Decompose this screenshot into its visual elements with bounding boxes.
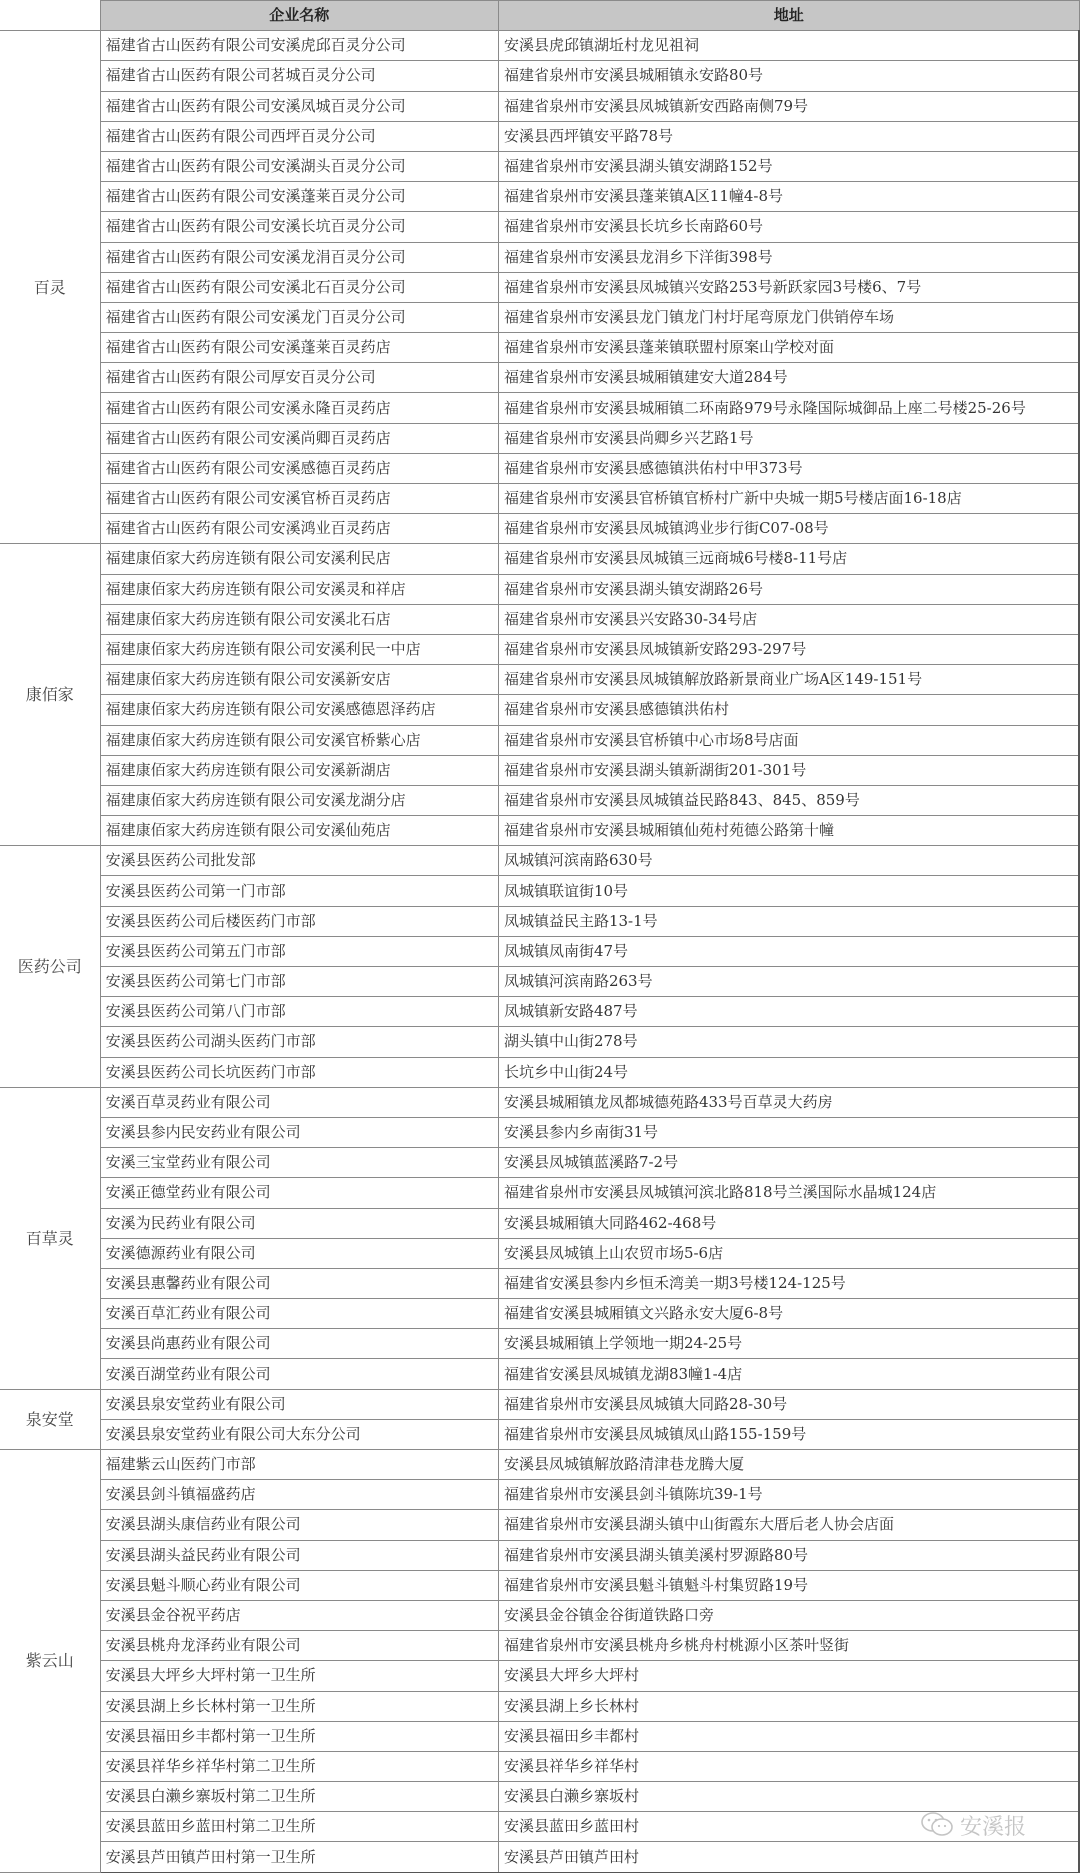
address-cell: 凤城镇河滨南路630号: [498, 846, 1079, 876]
table-row: [0, 604, 1079, 634]
table-row: [0, 1238, 1079, 1268]
table-row: [0, 785, 1079, 815]
address-column-header: 地址: [498, 1, 1079, 31]
table-row: [0, 1661, 1079, 1691]
company-name-cell: 福建紫云山医药门市部: [100, 1450, 498, 1480]
company-name-cell: 福建省古山医药有限公司安溪官桥百灵药店: [100, 484, 498, 514]
company-name-cell: 福建省古山医药有限公司厚安百灵分公司: [100, 363, 498, 393]
company-name-cell: 福建省古山医药有限公司安溪尚卿百灵药店: [100, 423, 498, 453]
company-name-cell: 安溪县白濑乡寨坂村第二卫生所: [100, 1782, 498, 1812]
table-row: [0, 363, 1079, 393]
address-cell: 福建省泉州市安溪县凤城镇鸿业步行街C07-08号: [498, 514, 1079, 544]
address-cell: 福建省泉州市安溪县感德镇洪佑村中甲373号: [498, 453, 1079, 483]
company-name-cell: 福建省古山医药有限公司西坪百灵分公司: [100, 121, 498, 151]
address-cell: 福建省泉州市安溪县凤城镇新安西路南侧79号: [498, 91, 1079, 121]
table-row: [0, 121, 1079, 151]
address-cell: 福建省泉州市安溪县凤城镇益民路843、845、859号: [498, 785, 1079, 815]
table-row: [0, 725, 1079, 755]
watermark-text: 安溪报: [960, 1814, 1027, 1840]
address-cell: 福建省安溪县参内乡恒禾湾美一期3号楼124-125号: [498, 1268, 1079, 1298]
table-row: [0, 1389, 1079, 1419]
table-header-row: [0, 1, 1079, 31]
company-name-cell: 福建康佰家大药房连锁有限公司安溪感德恩泽药店: [100, 695, 498, 725]
address-cell: 安溪县金谷镇金谷街道铁路口旁: [498, 1600, 1079, 1630]
table-row: [0, 1691, 1079, 1721]
table-row: [0, 484, 1079, 514]
group-label: 百草灵: [0, 1087, 100, 1389]
table-row: [0, 665, 1079, 695]
company-name-cell: 安溪县医药公司第七门市部: [100, 967, 498, 997]
company-name-cell: 福建省古山医药有限公司安溪凤城百灵分公司: [100, 91, 498, 121]
table-row: [0, 1540, 1079, 1570]
address-cell: 福建省泉州市安溪县湖头镇新湖街201-301号: [498, 755, 1079, 785]
table-row: [0, 1812, 1079, 1842]
group-label: 百灵: [0, 31, 100, 544]
company-name-cell: 福建康佰家大药房连锁有限公司安溪龙湖分店: [100, 785, 498, 815]
address-cell: 福建省泉州市安溪县城厢镇仙苑村苑德公路第十幢: [498, 816, 1079, 846]
company-name-cell: 安溪县湖头康信药业有限公司: [100, 1510, 498, 1540]
table-row: [0, 544, 1079, 574]
address-cell: 安溪县凤城镇上山农贸市场5-6店: [498, 1238, 1079, 1268]
table-row: [0, 1721, 1079, 1751]
table-row: [0, 906, 1079, 936]
address-cell: 福建省泉州市安溪县湖头镇安湖路26号: [498, 574, 1079, 604]
company-name-cell: 福建省古山医药有限公司安溪永隆百灵药店: [100, 393, 498, 423]
table-row: [0, 1631, 1079, 1661]
company-name-cell: 福建康佰家大药房连锁有限公司安溪官桥紫心店: [100, 725, 498, 755]
address-cell: 福建省泉州市安溪县凤城镇兴安路253号新跃家园3号楼6、7号: [498, 272, 1079, 302]
table-row: [0, 61, 1079, 91]
address-cell: 福建省泉州市安溪县城厢镇二环南路979号永隆国际城御品上座二号楼25-26号: [498, 393, 1079, 423]
address-cell: 安溪县凤城镇蓝溪路7-2号: [498, 1148, 1079, 1178]
address-cell: 安溪县城厢镇大同路462-468号: [498, 1208, 1079, 1238]
company-name-column-header: 企业名称: [100, 1, 498, 31]
company-name-cell: 安溪县医药公司第五门市部: [100, 936, 498, 966]
company-name-cell: 安溪县祥华乡祥华村第二卫生所: [100, 1751, 498, 1781]
table-row: [0, 393, 1079, 423]
company-name-cell: 安溪县参内民安药业有限公司: [100, 1117, 498, 1147]
company-name-cell: 福建省古山医药有限公司安溪蓬莱百灵药店: [100, 333, 498, 363]
table-row: [0, 423, 1079, 453]
table-row: [0, 846, 1079, 876]
company-name-cell: 福建省古山医药有限公司安溪龙门百灵分公司: [100, 302, 498, 332]
table-row: [0, 1148, 1079, 1178]
company-name-cell: 福建康佰家大药房连锁有限公司安溪新湖店: [100, 755, 498, 785]
address-cell: 凤城镇新安路487号: [498, 997, 1079, 1027]
address-cell: 福建省泉州市安溪县凤城镇新安路293-297号: [498, 634, 1079, 664]
table-row: [0, 695, 1079, 725]
company-name-cell: 福建康佰家大药房连锁有限公司安溪灵和祥店: [100, 574, 498, 604]
company-name-cell: 福建省古山医药有限公司安溪虎邱百灵分公司: [100, 31, 498, 61]
table-row: [0, 242, 1079, 272]
company-name-cell: 安溪县湖头益民药业有限公司: [100, 1540, 498, 1570]
company-name-cell: 安溪县蓝田乡蓝田村第二卫生所: [100, 1812, 498, 1842]
table-row: [0, 302, 1079, 332]
company-name-cell: 福建康佰家大药房连锁有限公司安溪新安店: [100, 665, 498, 695]
address-cell: 凤城镇益民主路13-1号: [498, 906, 1079, 936]
table-row: [0, 1419, 1079, 1449]
company-name-cell: 安溪县惠馨药业有限公司: [100, 1268, 498, 1298]
table-row: [0, 1359, 1079, 1389]
table-row: [0, 1027, 1079, 1057]
address-cell: 福建省泉州市安溪县城厢镇永安路80号: [498, 61, 1079, 91]
group-label: 医药公司: [0, 846, 100, 1088]
table-row: [0, 876, 1079, 906]
table-row: [0, 1480, 1079, 1510]
address-cell: 安溪县芦田镇芦田村: [498, 1842, 1079, 1872]
address-cell: 安溪县蓝田乡蓝田村: [498, 1812, 1079, 1842]
address-cell: 福建省泉州市安溪县凤城镇凤山路155-159号: [498, 1419, 1079, 1449]
table-row: [0, 151, 1079, 181]
table-row: [0, 333, 1079, 363]
table-row: [0, 574, 1079, 604]
table-row: [0, 1782, 1079, 1812]
company-name-cell: 安溪县医药公司长坑医药门市部: [100, 1057, 498, 1087]
company-name-cell: 福建康佰家大药房连锁有限公司安溪仙苑店: [100, 816, 498, 846]
company-name-cell: 安溪县尚惠药业有限公司: [100, 1329, 498, 1359]
table-row: [0, 514, 1079, 544]
address-cell: 福建省泉州市安溪县蓬莱镇联盟村原案山学校对面: [498, 333, 1079, 363]
table-row: [0, 1057, 1079, 1087]
table-row: [0, 91, 1079, 121]
company-name-cell: 安溪县魁斗顺心药业有限公司: [100, 1570, 498, 1600]
address-cell: 凤城镇凤南街47号: [498, 936, 1079, 966]
company-name-cell: 福建省古山医药有限公司安溪鸿业百灵药店: [100, 514, 498, 544]
address-cell: 安溪县白濑乡寨坂村: [498, 1782, 1079, 1812]
address-cell: 福建省泉州市安溪县湖头镇安湖路152号: [498, 151, 1079, 181]
company-name-cell: 安溪县医药公司湖头医药门市部: [100, 1027, 498, 1057]
address-cell: 福建省泉州市安溪县魁斗镇魁斗村集贸路19号: [498, 1570, 1079, 1600]
address-cell: 福建省泉州市安溪县凤城镇河滨北路818号兰溪国际水晶城124店: [498, 1178, 1079, 1208]
address-cell: 福建省泉州市安溪县官桥镇中心市场8号店面: [498, 725, 1079, 755]
address-cell: 安溪县城厢镇上学领地一期24-25号: [498, 1329, 1079, 1359]
address-cell: 福建省泉州市安溪县湖头镇美溪村罗源路80号: [498, 1540, 1079, 1570]
table-row: [0, 1208, 1079, 1238]
company-name-cell: 安溪县湖上乡长林村第一卫生所: [100, 1691, 498, 1721]
company-name-cell: 安溪百湖堂药业有限公司: [100, 1359, 498, 1389]
company-name-cell: 福建康佰家大药房连锁有限公司安溪北石店: [100, 604, 498, 634]
company-name-cell: 安溪县泉安堂药业有限公司大东分公司: [100, 1419, 498, 1449]
address-cell: 福建省泉州市安溪县长坑乡长南路60号: [498, 212, 1079, 242]
address-cell: 安溪县福田乡丰都村: [498, 1721, 1079, 1751]
company-name-cell: 福建康佰家大药房连锁有限公司安溪利民一中店: [100, 634, 498, 664]
table-row: [0, 453, 1079, 483]
company-name-cell: 安溪县医药公司批发部: [100, 846, 498, 876]
company-name-cell: 安溪为民药业有限公司: [100, 1208, 498, 1238]
company-name-cell: 安溪县大坪乡大坪村第一卫生所: [100, 1661, 498, 1691]
address-cell: 福建省泉州市安溪县桃舟乡桃舟村桃源小区茶叶竖街: [498, 1631, 1079, 1661]
address-cell: 福建省泉州市安溪县龙涓乡下洋街398号: [498, 242, 1079, 272]
address-cell: 福建省泉州市安溪县感德镇洪佑村: [498, 695, 1079, 725]
address-cell: 安溪县大坪乡大坪村: [498, 1661, 1079, 1691]
table-row: [0, 1268, 1079, 1298]
table-row: [0, 1087, 1079, 1117]
company-name-cell: 安溪县金谷祝平药店: [100, 1600, 498, 1630]
company-name-cell: 安溪县福田乡丰都村第一卫生所: [100, 1721, 498, 1751]
address-cell: 湖头镇中山街278号: [498, 1027, 1079, 1057]
address-cell: 福建省泉州市安溪县城厢镇建安大道284号: [498, 363, 1079, 393]
group-label: 泉安堂: [0, 1389, 100, 1449]
company-name-cell: 福建省古山医药有限公司安溪长坑百灵分公司: [100, 212, 498, 242]
table-row: [0, 936, 1079, 966]
group-column-header: [0, 1, 100, 31]
table-row: [0, 1329, 1079, 1359]
group-label: 康佰家: [0, 544, 100, 846]
company-name-cell: 安溪县泉安堂药业有限公司: [100, 1389, 498, 1419]
company-name-cell: 安溪百草汇药业有限公司: [100, 1299, 498, 1329]
company-name-cell: 安溪百草灵药业有限公司: [100, 1087, 498, 1117]
address-cell: 安溪县城厢镇龙凤都城德苑路433号百草灵大药房: [498, 1087, 1079, 1117]
company-name-cell: 安溪县桃舟龙泽药业有限公司: [100, 1631, 498, 1661]
table-row: [0, 755, 1079, 785]
table-row: [0, 212, 1079, 242]
address-cell: 福建省泉州市安溪县蓬莱镇A区11幢4-8号: [498, 182, 1079, 212]
address-cell: 安溪县虎邱镇湖坵村龙见祖祠: [498, 31, 1079, 61]
table-row: [0, 182, 1079, 212]
company-name-cell: 福建康佰家大药房连锁有限公司安溪利民店: [100, 544, 498, 574]
company-name-cell: 安溪县芦田镇芦田村第一卫生所: [100, 1842, 498, 1872]
address-cell: 福建省泉州市安溪县龙门镇龙门村圩尾弯原龙门供销停车场: [498, 302, 1079, 332]
table-row: [0, 997, 1079, 1027]
address-cell: 福建省泉州市安溪县剑斗镇陈坑39-1号: [498, 1480, 1079, 1510]
company-name-cell: 安溪县剑斗镇福盛药店: [100, 1480, 498, 1510]
table-row: [0, 31, 1079, 61]
address-cell: 长坑乡中山街24号: [498, 1057, 1079, 1087]
address-cell: 福建省泉州市安溪县兴安路30-34号店: [498, 604, 1079, 634]
address-cell: 福建省泉州市安溪县凤城镇大同路28-30号: [498, 1389, 1079, 1419]
address-cell: 安溪县湖上乡长林村: [498, 1691, 1079, 1721]
address-cell: 福建省泉州市安溪县官桥镇官桥村广新中央城一期5号楼店面16-18店: [498, 484, 1079, 514]
table-row: [0, 1117, 1079, 1147]
company-name-cell: 安溪县医药公司第一门市部: [100, 876, 498, 906]
table-row: [0, 1751, 1079, 1781]
company-name-cell: 安溪县医药公司第八门市部: [100, 997, 498, 1027]
address-cell: 安溪县祥华乡祥华村: [498, 1751, 1079, 1781]
address-cell: 凤城镇联谊街10号: [498, 876, 1079, 906]
company-name-cell: 安溪德源药业有限公司: [100, 1238, 498, 1268]
company-name-cell: 福建省古山医药有限公司茗城百灵分公司: [100, 61, 498, 91]
company-name-cell: 福建省古山医药有限公司安溪蓬莱百灵分公司: [100, 182, 498, 212]
company-name-cell: 安溪三宝堂药业有限公司: [100, 1148, 498, 1178]
table-row: [0, 634, 1079, 664]
table-body: [0, 31, 1079, 1872]
table-row: [0, 816, 1079, 846]
table-row: [0, 1450, 1079, 1480]
table-row: [0, 1570, 1079, 1600]
company-name-cell: 福建省古山医药有限公司安溪感德百灵药店: [100, 453, 498, 483]
group-label: 紫云山: [0, 1450, 100, 1873]
address-cell: 安溪县凤城镇解放路清津巷龙腾大厦: [498, 1450, 1079, 1480]
table-row: [0, 1600, 1079, 1630]
company-name-cell: 福建省古山医药有限公司安溪北石百灵分公司: [100, 272, 498, 302]
address-cell: 凤城镇河滨南路263号: [498, 967, 1079, 997]
address-cell: 福建省安溪县城厢镇文兴路永安大厦6-8号: [498, 1299, 1079, 1329]
address-cell: 福建省泉州市安溪县湖头镇中山街霞东大厝后老人协会店面: [498, 1510, 1079, 1540]
table-row: [0, 1299, 1079, 1329]
company-name-cell: 安溪县医药公司后楼医药门市部: [100, 906, 498, 936]
table-row: [0, 1510, 1079, 1540]
address-cell: 福建省泉州市安溪县凤城镇三远商城6号楼8-11号店: [498, 544, 1079, 574]
table-row: [0, 1178, 1079, 1208]
address-cell: 安溪县西坪镇安平路78号: [498, 121, 1079, 151]
table-row: [0, 272, 1079, 302]
table-row: [0, 1842, 1079, 1872]
address-cell: 安溪县参内乡南街31号: [498, 1117, 1079, 1147]
company-name-cell: 福建省古山医药有限公司安溪湖头百灵分公司: [100, 151, 498, 181]
table-row: [0, 967, 1079, 997]
company-name-cell: 福建省古山医药有限公司安溪龙涓百灵分公司: [100, 242, 498, 272]
company-name-cell: 安溪正德堂药业有限公司: [100, 1178, 498, 1208]
address-cell: 福建省泉州市安溪县尚卿乡兴艺路1号: [498, 423, 1079, 453]
address-cell: 福建省泉州市安溪县凤城镇解放路新景商业广场A区149-151号: [498, 665, 1079, 695]
address-cell: 福建省安溪县凤城镇龙湖83幢1-4店: [498, 1359, 1079, 1389]
